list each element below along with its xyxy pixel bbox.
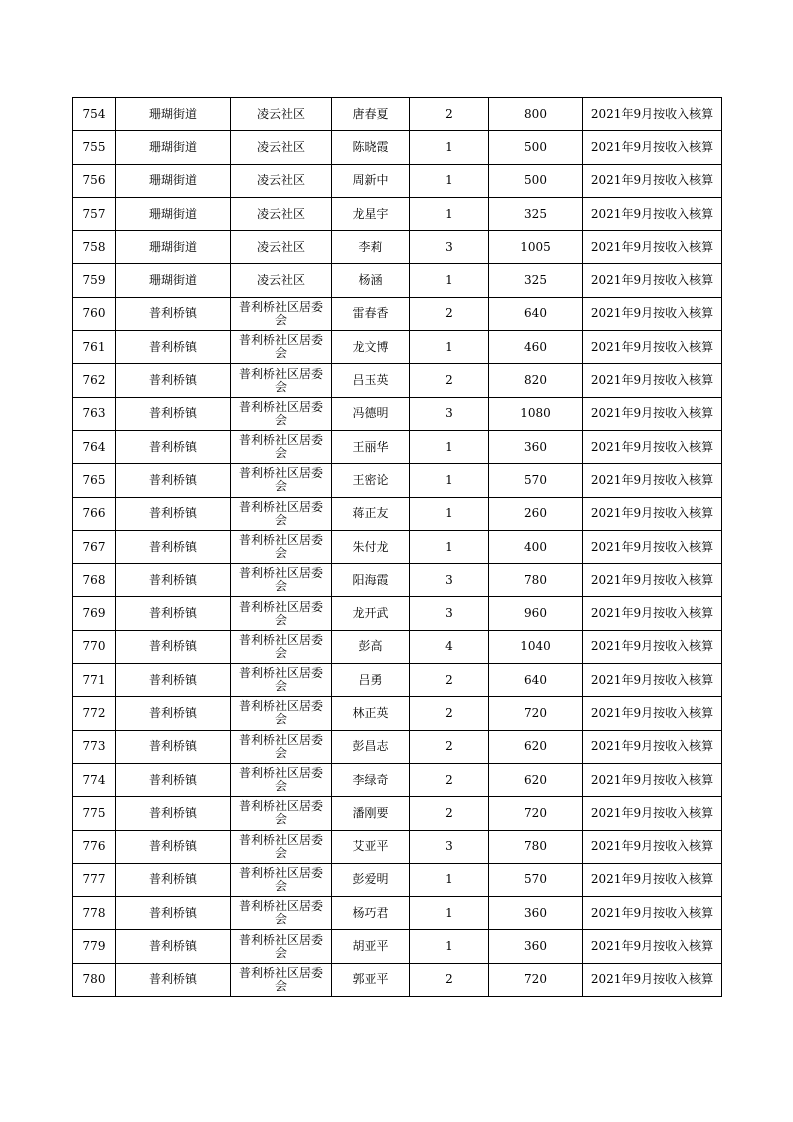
community-label: 普利桥社区居委会: [238, 932, 323, 960]
town-cell: 普利桥镇: [116, 564, 231, 597]
person-name-cell: 阳海霞: [332, 564, 410, 597]
household-count-cell: 2: [410, 664, 489, 697]
table-row: [73, 730, 722, 763]
note-cell: 2021年9月按收入核算: [583, 963, 722, 996]
person-name-cell: 杨巧君: [332, 897, 410, 930]
community-label: 凌云社区: [256, 106, 305, 121]
person-name-cell: 陈晓霞: [332, 131, 410, 164]
table-row: [73, 664, 722, 697]
serial-number-cell: 754: [73, 98, 116, 131]
serial-number-cell: 770: [73, 630, 116, 663]
community-label: 普利桥社区居委会: [238, 732, 323, 760]
household-count-cell: 1: [410, 197, 489, 230]
person-name-cell: 李绿奇: [332, 763, 410, 796]
person-name-cell: 周新中: [332, 164, 410, 197]
amount-cell: 960: [489, 597, 583, 630]
town-cell: 珊瑚街道: [116, 264, 231, 297]
community-cell: [231, 197, 332, 230]
person-name-cell: 李莉: [332, 231, 410, 264]
amount-cell: 640: [489, 664, 583, 697]
community-cell: [231, 98, 332, 131]
household-count-cell: 2: [410, 797, 489, 830]
serial-number-cell: 765: [73, 464, 116, 497]
amount-cell: 400: [489, 530, 583, 563]
town-cell: 普利桥镇: [116, 630, 231, 663]
town-cell: 普利桥镇: [116, 863, 231, 896]
serial-number-cell: 759: [73, 264, 116, 297]
household-count-cell: 1: [410, 930, 489, 963]
person-name-cell: 彭爱明: [332, 863, 410, 896]
town-cell: 普利桥镇: [116, 364, 231, 397]
serial-number-cell: 772: [73, 697, 116, 730]
note-cell: 2021年9月按收入核算: [583, 131, 722, 164]
serial-number-cell: 780: [73, 963, 116, 996]
person-name-cell: 朱付龙: [332, 530, 410, 563]
person-name-cell: 龙开武: [332, 597, 410, 630]
table-row: [73, 530, 722, 563]
note-cell: 2021年9月按收入核算: [583, 530, 722, 563]
person-name-cell: 龙星宇: [332, 197, 410, 230]
serial-number-cell: 769: [73, 597, 116, 630]
table-row: [73, 497, 722, 530]
note-cell: 2021年9月按收入核算: [583, 597, 722, 630]
table-row: [73, 863, 722, 896]
household-count-cell: 3: [410, 397, 489, 430]
household-count-cell: 1: [410, 464, 489, 497]
note-cell: 2021年9月按收入核算: [583, 430, 722, 463]
table-row: [73, 697, 722, 730]
amount-cell: 360: [489, 430, 583, 463]
community-cell: [231, 530, 332, 563]
note-cell: 2021年9月按收入核算: [583, 863, 722, 896]
person-name-cell: 王密论: [332, 464, 410, 497]
serial-number-cell: 768: [73, 564, 116, 597]
table-row: [73, 397, 722, 430]
serial-number-cell: 762: [73, 364, 116, 397]
serial-number-cell: 756: [73, 164, 116, 197]
person-name-cell: 彭高: [332, 630, 410, 663]
amount-cell: 500: [489, 131, 583, 164]
table-row: [73, 98, 722, 131]
community-label: 普利桥社区居委会: [238, 499, 323, 527]
community-label: 普利桥社区居委会: [238, 965, 323, 993]
community-cell: [231, 497, 332, 530]
person-name-cell: 龙文博: [332, 331, 410, 364]
town-cell: 普利桥镇: [116, 430, 231, 463]
town-cell: 珊瑚街道: [116, 131, 231, 164]
table-row: [73, 597, 722, 630]
amount-cell: 1040: [489, 630, 583, 663]
amount-cell: 570: [489, 863, 583, 896]
serial-number-cell: 758: [73, 231, 116, 264]
town-cell: 普利桥镇: [116, 797, 231, 830]
serial-number-cell: 776: [73, 830, 116, 863]
person-name-cell: 彭昌志: [332, 730, 410, 763]
town-cell: 普利桥镇: [116, 664, 231, 697]
amount-cell: 360: [489, 930, 583, 963]
amount-cell: 720: [489, 797, 583, 830]
town-cell: 普利桥镇: [116, 697, 231, 730]
community-cell: [231, 364, 332, 397]
town-cell: 普利桥镇: [116, 730, 231, 763]
serial-number-cell: 779: [73, 930, 116, 963]
note-cell: 2021年9月按收入核算: [583, 830, 722, 863]
community-label: 普利桥社区居委会: [238, 865, 323, 893]
community-label: 普利桥社区居委会: [238, 799, 323, 827]
serial-number-cell: 771: [73, 664, 116, 697]
note-cell: 2021年9月按收入核算: [583, 630, 722, 663]
community-label: 普利桥社区居委会: [238, 666, 323, 694]
town-cell: 普利桥镇: [116, 963, 231, 996]
town-cell: 普利桥镇: [116, 297, 231, 330]
table-row: [73, 197, 722, 230]
town-cell: 珊瑚街道: [116, 197, 231, 230]
note-cell: 2021年9月按收入核算: [583, 231, 722, 264]
town-cell: 普利桥镇: [116, 530, 231, 563]
community-label: 普利桥社区居委会: [238, 566, 323, 594]
amount-cell: 720: [489, 697, 583, 730]
amount-cell: 570: [489, 464, 583, 497]
note-cell: 2021年9月按收入核算: [583, 397, 722, 430]
note-cell: 2021年9月按收入核算: [583, 730, 722, 763]
table-row: [73, 164, 722, 197]
community-cell: [231, 231, 332, 264]
amount-cell: 640: [489, 297, 583, 330]
person-name-cell: 唐春夏: [332, 98, 410, 131]
amount-cell: 360: [489, 897, 583, 930]
town-cell: 普利桥镇: [116, 763, 231, 796]
amount-cell: 260: [489, 497, 583, 530]
person-name-cell: 胡亚平: [332, 930, 410, 963]
serial-number-cell: 766: [73, 497, 116, 530]
community-label: 凌云社区: [256, 139, 305, 154]
amount-cell: 720: [489, 963, 583, 996]
community-cell: [231, 564, 332, 597]
household-count-cell: 3: [410, 597, 489, 630]
community-label: 普利桥社区居委会: [238, 632, 323, 660]
community-cell: [231, 630, 332, 663]
town-cell: 普利桥镇: [116, 830, 231, 863]
community-cell: [231, 963, 332, 996]
serial-number-cell: 761: [73, 331, 116, 364]
town-cell: 普利桥镇: [116, 897, 231, 930]
table-row: [73, 264, 722, 297]
household-count-cell: 1: [410, 497, 489, 530]
community-label: 凌云社区: [256, 173, 305, 188]
note-cell: 2021年9月按收入核算: [583, 98, 722, 131]
note-cell: 2021年9月按收入核算: [583, 197, 722, 230]
household-count-cell: 2: [410, 297, 489, 330]
household-count-cell: 1: [410, 331, 489, 364]
note-cell: 2021年9月按收入核算: [583, 297, 722, 330]
amount-cell: 780: [489, 564, 583, 597]
community-label: 普利桥社区居委会: [238, 366, 323, 394]
town-cell: 普利桥镇: [116, 397, 231, 430]
amount-cell: 620: [489, 763, 583, 796]
table-row: [73, 564, 722, 597]
amount-cell: 1005: [489, 231, 583, 264]
person-name-cell: 杨涵: [332, 264, 410, 297]
table-row: [73, 897, 722, 930]
community-cell: [231, 597, 332, 630]
household-count-cell: 2: [410, 98, 489, 131]
serial-number-cell: 777: [73, 863, 116, 896]
note-cell: 2021年9月按收入核算: [583, 164, 722, 197]
table-body: [73, 98, 722, 997]
table-row: [73, 231, 722, 264]
table-row: [73, 464, 722, 497]
person-name-cell: 郭亚平: [332, 963, 410, 996]
community-label: 普利桥社区居委会: [238, 699, 323, 727]
note-cell: 2021年9月按收入核算: [583, 497, 722, 530]
community-label: 普利桥社区居委会: [238, 399, 323, 427]
household-count-cell: 2: [410, 730, 489, 763]
table-row: [73, 830, 722, 863]
person-name-cell: 吕勇: [332, 664, 410, 697]
community-label: 普利桥社区居委会: [238, 533, 323, 560]
community-label: 普利桥社区居委会: [238, 766, 323, 794]
community-label: 凌云社区: [256, 273, 305, 288]
community-cell: [231, 730, 332, 763]
community-cell: [231, 331, 332, 364]
note-cell: 2021年9月按收入核算: [583, 930, 722, 963]
community-cell: [231, 830, 332, 863]
town-cell: 普利桥镇: [116, 331, 231, 364]
household-count-cell: 1: [410, 863, 489, 896]
table-row: [73, 630, 722, 663]
serial-number-cell: 757: [73, 197, 116, 230]
serial-number-cell: 774: [73, 763, 116, 796]
person-name-cell: 林正英: [332, 697, 410, 730]
household-count-cell: 1: [410, 131, 489, 164]
person-name-cell: 王丽华: [332, 430, 410, 463]
person-name-cell: 潘刚要: [332, 797, 410, 830]
community-cell: [231, 264, 332, 297]
household-count-cell: 1: [410, 264, 489, 297]
table-row: [73, 763, 722, 796]
household-count-cell: 1: [410, 430, 489, 463]
table-row: [73, 797, 722, 830]
community-label: 普利桥社区居委会: [238, 832, 323, 860]
community-label: 普利桥社区居委会: [238, 466, 323, 494]
amount-cell: 820: [489, 364, 583, 397]
note-cell: 2021年9月按收入核算: [583, 664, 722, 697]
household-count-cell: 3: [410, 231, 489, 264]
town-cell: 珊瑚街道: [116, 164, 231, 197]
note-cell: 2021年9月按收入核算: [583, 264, 722, 297]
serial-number-cell: 763: [73, 397, 116, 430]
table-row: [73, 331, 722, 364]
community-label: 凌云社区: [256, 239, 305, 254]
person-name-cell: 艾亚平: [332, 830, 410, 863]
note-cell: 2021年9月按收入核算: [583, 763, 722, 796]
note-cell: 2021年9月按收入核算: [583, 331, 722, 364]
amount-cell: 500: [489, 164, 583, 197]
community-cell: [231, 464, 332, 497]
amount-cell: 1080: [489, 397, 583, 430]
town-cell: 珊瑚街道: [116, 231, 231, 264]
community-cell: [231, 297, 332, 330]
community-cell: [231, 664, 332, 697]
community-cell: [231, 697, 332, 730]
community-cell: [231, 930, 332, 963]
amount-cell: 325: [489, 197, 583, 230]
note-cell: 2021年9月按收入核算: [583, 564, 722, 597]
town-cell: 普利桥镇: [116, 930, 231, 963]
person-name-cell: 吕玉英: [332, 364, 410, 397]
community-cell: [231, 763, 332, 796]
community-cell: [231, 430, 332, 463]
household-count-cell: 4: [410, 630, 489, 663]
assistance-table: [72, 97, 722, 997]
serial-number-cell: 764: [73, 430, 116, 463]
household-count-cell: 2: [410, 697, 489, 730]
household-count-cell: 3: [410, 564, 489, 597]
community-cell: [231, 797, 332, 830]
table-row: [73, 131, 722, 164]
community-cell: [231, 164, 332, 197]
town-cell: 普利桥镇: [116, 597, 231, 630]
amount-cell: 460: [489, 331, 583, 364]
town-cell: 珊瑚街道: [116, 98, 231, 131]
note-cell: 2021年9月按收入核算: [583, 364, 722, 397]
community-label: 普利桥社区居委会: [238, 599, 323, 627]
town-cell: 普利桥镇: [116, 497, 231, 530]
community-cell: [231, 131, 332, 164]
household-count-cell: 2: [410, 963, 489, 996]
household-count-cell: 1: [410, 164, 489, 197]
household-count-cell: 1: [410, 897, 489, 930]
serial-number-cell: 773: [73, 730, 116, 763]
amount-cell: 325: [489, 264, 583, 297]
community-cell: [231, 863, 332, 896]
person-name-cell: 蒋正友: [332, 497, 410, 530]
person-name-cell: 雷春香: [332, 297, 410, 330]
household-count-cell: 2: [410, 763, 489, 796]
serial-number-cell: 767: [73, 530, 116, 563]
household-count-cell: 1: [410, 530, 489, 563]
serial-number-cell: 760: [73, 297, 116, 330]
amount-cell: 780: [489, 830, 583, 863]
table-row: [73, 297, 722, 330]
note-cell: 2021年9月按收入核算: [583, 797, 722, 830]
note-cell: 2021年9月按收入核算: [583, 464, 722, 497]
amount-cell: 800: [489, 98, 583, 131]
table-row: [73, 364, 722, 397]
note-cell: 2021年9月按收入核算: [583, 697, 722, 730]
serial-number-cell: 778: [73, 897, 116, 930]
serial-number-cell: 755: [73, 131, 116, 164]
community-label: 普利桥社区居委会: [238, 333, 323, 361]
person-name-cell: 冯德明: [332, 397, 410, 430]
serial-number-cell: 775: [73, 797, 116, 830]
amount-cell: 620: [489, 730, 583, 763]
table-row: [73, 430, 722, 463]
table-row: [73, 930, 722, 963]
household-count-cell: 2: [410, 364, 489, 397]
town-cell: 普利桥镇: [116, 464, 231, 497]
community-label: 普利桥社区居委会: [238, 433, 323, 461]
household-count-cell: 3: [410, 830, 489, 863]
community-label: 普利桥社区居委会: [238, 899, 323, 927]
community-label: 凌云社区: [256, 206, 305, 221]
community-label: 普利桥社区居委会: [238, 299, 323, 327]
community-cell: [231, 897, 332, 930]
community-cell: [231, 397, 332, 430]
table-row: [73, 963, 722, 996]
note-cell: 2021年9月按收入核算: [583, 897, 722, 930]
